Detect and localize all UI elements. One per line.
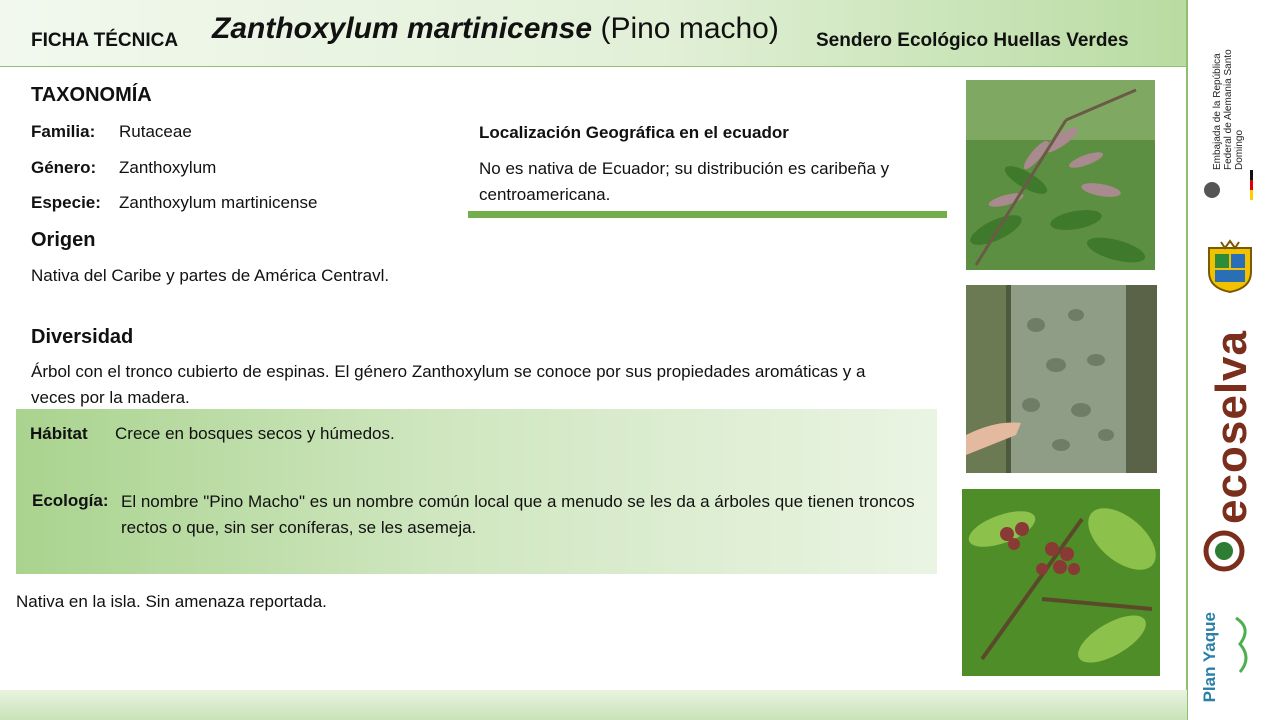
trunk-illustration	[966, 285, 1157, 473]
leaves-illustration	[966, 80, 1155, 270]
familia-value: Rutaceae	[119, 122, 192, 141]
diversidad-heading: Diversidad	[31, 326, 134, 348]
title-common: (Pino macho)	[600, 12, 779, 45]
ficha-label: FICHA TÉCNICA	[31, 30, 179, 51]
habitat-text: Crece en bosques secos y húmedos.	[115, 424, 395, 443]
coat-of-arms-icon	[1201, 238, 1259, 294]
especie-value: Zanthoxylum martinicense	[119, 193, 318, 212]
familia-label: Familia:	[31, 122, 96, 141]
german-flag-icon	[1198, 20, 1258, 210]
embassy-logo-text: Embajada de la República Federal de Alemania Santo Domingo	[1212, 49, 1245, 170]
ecoselva-logo-text: ecoselva	[1207, 330, 1256, 524]
taxonomy-heading: TAXONOMÍA	[31, 84, 152, 106]
origen-text: Nativa del Caribe y partes de América Centravl.	[31, 266, 390, 285]
genero-value: Zanthoxylum	[119, 158, 217, 177]
coat-of-arms-logo	[1201, 238, 1259, 294]
footer-band	[0, 690, 1187, 720]
habitat-label: Hábitat	[30, 424, 88, 443]
leaves-photo	[966, 80, 1155, 270]
ecologia-text: El nombre "Pino Macho" es un nombre común local que a menudo se les da a árboles que tienen troncos rectos o que, sin ser coníferas, se les asemeja.	[121, 492, 915, 537]
plan-yaque-logo-text: Plan Yaque	[1200, 612, 1219, 703]
embassy-logo	[1198, 20, 1258, 210]
diversidad-text: Árbol con el tronco cubierto de espinas. El género Zanthoxylum se conoce por sus propiedades aromáticas y a veces por la madera.	[31, 362, 866, 407]
title-scientific: Zanthoxylum martinicense	[212, 12, 593, 45]
localizacion-divider	[468, 211, 947, 218]
origen-heading: Origen	[31, 229, 96, 251]
localizacion-text: No es nativa de Ecuador; su distribución es caribeña y centroamericana.	[479, 159, 890, 204]
conservation-status: Nativa en la isla. Sin amenaza reportada.	[16, 592, 327, 611]
page-title	[212, 12, 779, 46]
fruit-illustration	[962, 489, 1160, 676]
especie-label: Especie:	[31, 193, 101, 212]
trail-label: Sendero Ecológico Huellas Verdes	[816, 30, 1129, 51]
trunk-photo	[966, 285, 1157, 473]
fruit-photo	[962, 489, 1160, 676]
localizacion-heading: Localización Geográfica en el ecuador	[479, 123, 789, 142]
genero-label: Género:	[31, 158, 97, 177]
ecologia-label: Ecología:	[32, 491, 109, 510]
